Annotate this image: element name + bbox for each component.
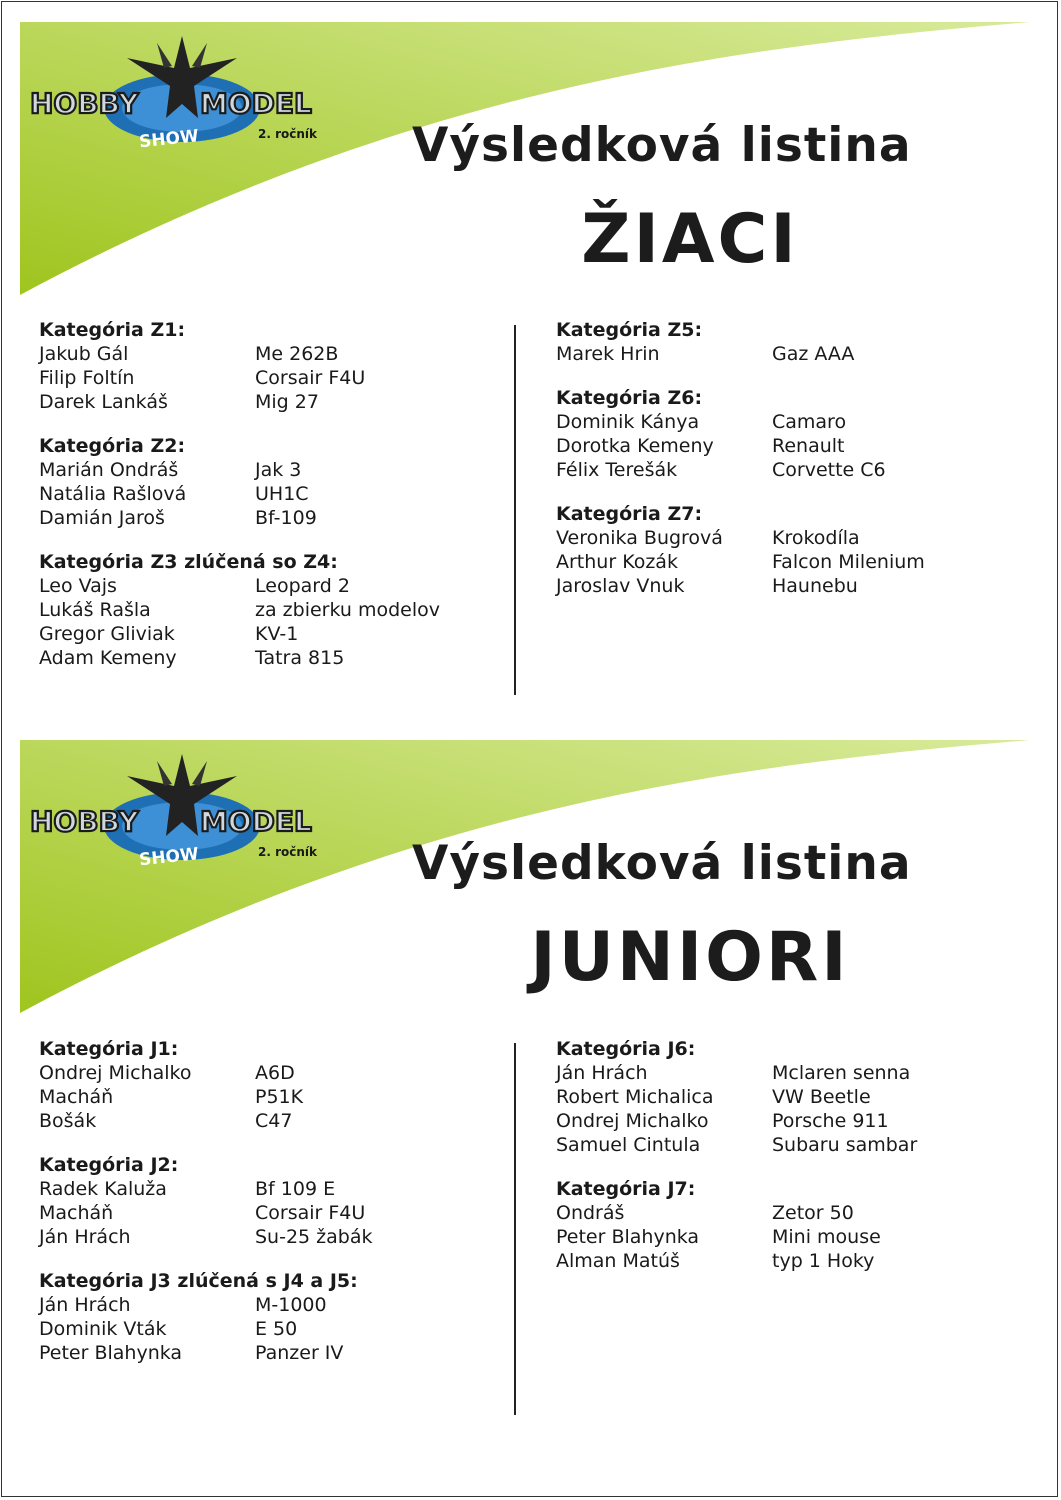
category-block [556,386,1006,482]
result-row [556,1109,1006,1133]
category-block [556,318,1006,366]
category-block [39,318,489,414]
hobby-model-show-logo [22,28,342,168]
result-row [39,342,489,366]
model-name: Su-25 žabák [255,1226,373,1248]
participant-name: Dominik Vták [39,1318,167,1340]
participant-name: Damián Jaroš [39,507,165,529]
participant-name: Macháň [39,1086,114,1108]
category-title: Kategória Z5: [556,319,703,341]
model-name: Mig 27 [255,391,319,413]
model-name: A6D [255,1062,295,1084]
participant-name: Adam Kemeny [39,647,177,669]
participant-name: Peter Blahynka [556,1226,700,1248]
category-title: Kategória J2: [39,1154,179,1176]
svg-text:HOBBY: HOBBY [30,805,139,838]
participant-name: Gregor Gliviak [39,623,175,645]
model-name: Falcon Milenium [772,551,925,573]
result-row [556,434,1006,458]
participant-name: Arthur Kozák [556,551,678,573]
category-title: Kategória J1: [39,1038,179,1060]
result-row [39,598,489,622]
model-name: Zetor 50 [772,1202,854,1224]
category-block [39,1037,489,1133]
result-row [39,1317,489,1341]
model-name: P51K [255,1086,304,1108]
model-name: VW Beetle [772,1086,871,1108]
model-name: Gaz AAA [772,343,855,365]
model-name: UH1C [255,483,309,505]
svg-text:SHOW: SHOW [138,844,200,871]
result-row [39,1293,489,1317]
model-name: Panzer IV [255,1342,344,1364]
result-row [39,458,489,482]
column-divider [514,1043,516,1415]
participant-name: Macháň [39,1202,114,1224]
svg-text:MODEL: MODEL [200,87,312,120]
svg-text:2. ročník: 2. ročník [258,127,317,141]
category-block [556,1037,1006,1157]
participant-name: Dominik Kánya [556,411,700,433]
model-name: Jak 3 [255,459,302,481]
category-title: Kategória Z1: [39,319,186,341]
category-title: Kategória Z3 zlúčená so Z4: [39,551,338,573]
result-row [39,482,489,506]
page-title: Výsledková listina [412,836,912,891]
participant-name: Samuel Cintula [556,1134,701,1156]
result-row [39,390,489,414]
result-row [556,1061,1006,1085]
category-block [556,502,1006,598]
participant-name: Ondrej Michalko [556,1110,709,1132]
result-row [39,1201,489,1225]
model-name: Bf 109 E [255,1178,336,1200]
result-row [556,410,1006,434]
model-name: Mini mouse [772,1226,881,1248]
result-row [39,574,489,598]
svg-text:MODEL: MODEL [200,805,312,838]
result-row [556,1085,1006,1109]
result-row [39,366,489,390]
category-block [39,1269,489,1365]
participant-name: Jakub Gál [39,343,129,365]
participant-name: Ján Hrách [39,1294,131,1316]
participant-name: Bošák [39,1110,97,1132]
category-block [39,1153,489,1249]
model-name: Corsair F4U [255,367,366,389]
participant-name: Veronika Bugrová [556,527,723,549]
model-name: Corvette C6 [772,459,886,481]
section-juniori [0,718,1061,1438]
svg-text:2. ročník: 2. ročník [258,845,317,859]
results-left-column [39,318,489,690]
model-name: Krokodíla [772,527,860,549]
participant-name: Filip Foltín [39,367,135,389]
model-name: Tatra 815 [255,647,345,669]
category-title: Kategória Z2: [39,435,186,457]
model-name: Bf-109 [255,507,317,529]
column-divider [514,325,516,695]
result-row [556,574,1006,598]
svg-text:HOBBY: HOBBY [30,87,139,120]
participant-name: Jaroslav Vnuk [556,575,685,597]
result-row [39,1085,489,1109]
category-title: Kategória J3 zlúčená s J4 a J5: [39,1270,358,1292]
result-row [39,1341,489,1365]
model-name: Renault [772,435,845,457]
participant-name: Ondrej Michalko [39,1062,192,1084]
model-name: E 50 [255,1318,298,1340]
participant-name: Marián Ondráš [39,459,179,481]
category-title: Kategória J7: [556,1178,696,1200]
page-title: Výsledková listina [412,118,912,173]
model-name: Porsche 911 [772,1110,889,1132]
result-row [39,1177,489,1201]
result-row [39,506,489,530]
model-name: Camaro [772,411,847,433]
participant-name: Peter Blahynka [39,1342,183,1364]
participant-name: Natália Rašlová [39,483,187,505]
model-name: Me 262B [255,343,339,365]
participant-name: Ondráš [556,1202,625,1224]
category-group-title: JUNIORI [530,918,850,997]
result-row [556,526,1006,550]
result-row [556,550,1006,574]
participant-name: Dorotka Kemeny [556,435,714,457]
model-name: M-1000 [255,1294,327,1316]
result-row [556,342,1006,366]
category-title: Kategória Z6: [556,387,703,409]
results-left-column [39,1037,489,1385]
participant-name: Ján Hrách [39,1226,131,1248]
result-row [556,1249,1006,1273]
result-row [556,1133,1006,1157]
category-title: Kategória Z7: [556,503,703,525]
result-row [556,1201,1006,1225]
model-name: KV-1 [255,623,299,645]
hobby-model-show-logo [22,746,342,886]
category-group-title: ŽIACI [581,200,799,279]
result-row [39,1109,489,1133]
model-name: Subaru sambar [772,1134,918,1156]
model-name: Leopard 2 [255,575,350,597]
model-name: Mclaren senna [772,1062,911,1084]
results-right-column [556,1037,1006,1293]
model-name: Haunebu [772,575,858,597]
participant-name: Marek Hrin [556,343,660,365]
result-row [39,1225,489,1249]
participant-name: Robert Michalica [556,1086,714,1108]
result-row [556,1225,1006,1249]
result-row [39,646,489,670]
category-block [39,434,489,530]
model-name: typ 1 Hoky [772,1250,875,1272]
participant-name: Lukáš Rašla [39,599,151,621]
category-block [39,550,489,670]
participant-name: Leo Vajs [39,575,117,597]
result-row [556,458,1006,482]
participant-name: Alman Matúš [556,1250,680,1272]
participant-name: Félix Terešák [556,459,678,481]
category-block [556,1177,1006,1273]
model-name: za zbierku modelov [255,599,440,621]
result-row [39,1061,489,1085]
results-right-column [556,318,1006,618]
participant-name: Ján Hrách [556,1062,648,1084]
participant-name: Darek Lankáš [39,391,168,413]
category-title: Kategória J6: [556,1038,696,1060]
participant-name: Radek Kaluža [39,1178,167,1200]
model-name: Corsair F4U [255,1202,366,1224]
section-ziaci [0,0,1061,720]
model-name: C47 [255,1110,293,1132]
result-row [39,622,489,646]
svg-text:SHOW: SHOW [138,126,200,153]
